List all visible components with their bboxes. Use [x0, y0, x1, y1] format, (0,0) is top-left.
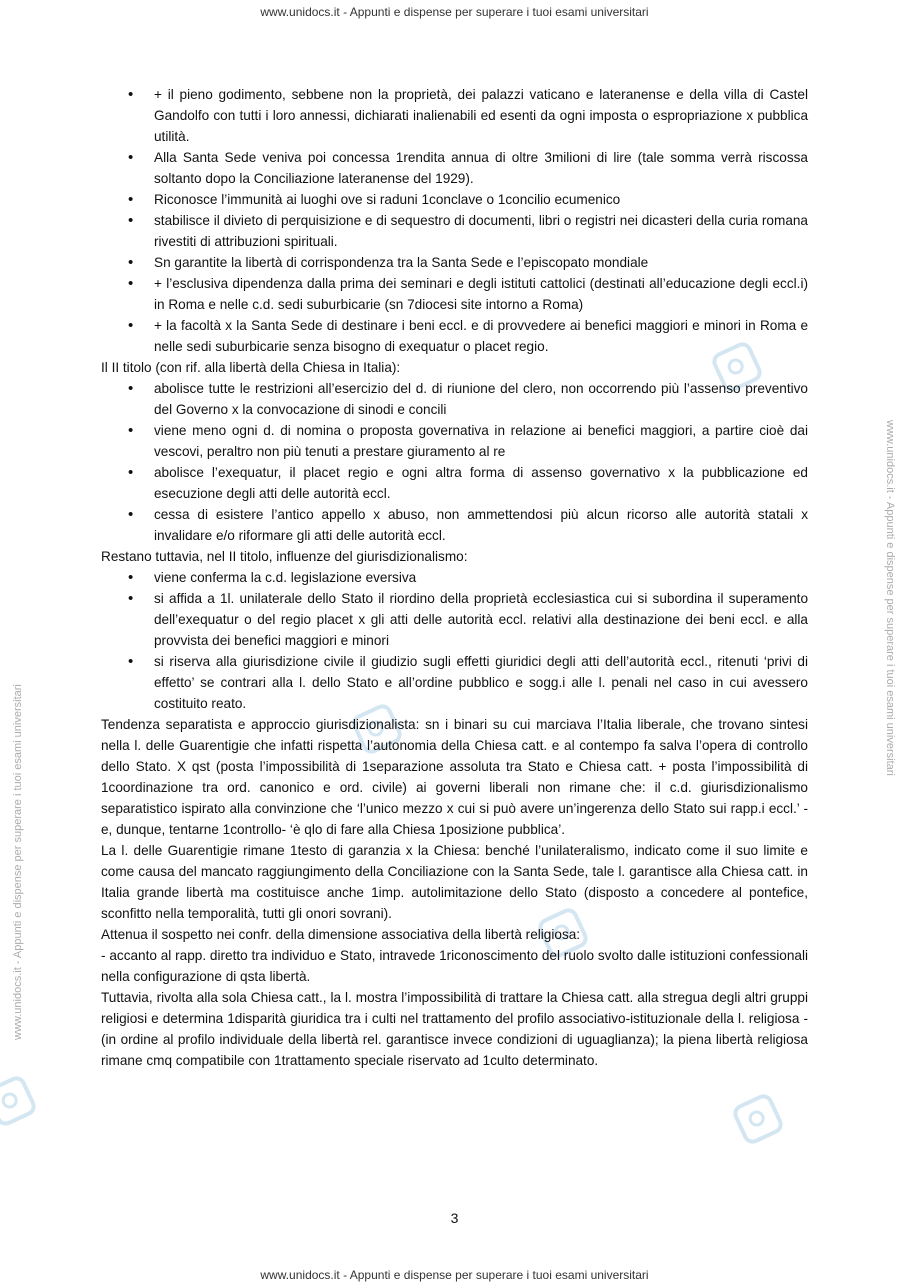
footer-watermark: www.unidocs.it - Appunti e dispense per superare i tuoi esami universitari	[260, 1268, 649, 1282]
list-item: • + il pieno godimento, sebbene non la proprietà, dei palazzi vaticano e lateranense e della villa di Castel Gandolfo con tutti i loro annessi, dichiarati inalienabili ed esenti da ogni imposta o espropriazione x pubblica utilità.	[101, 84, 808, 147]
paragraph-restano: Restano tuttavia, nel II titolo, influenze del giurisdizionalismo:	[101, 549, 468, 564]
list-item: • + l’esclusiva dipendenza dalla prima dei seminari e degli istituti cattolici (destinati all’educazione degli eccl.i) in Roma e nelle c.d. sedi suburbicarie (sn 7diocesi site intorno a Roma)	[101, 273, 808, 315]
paragraph: Tuttavia, rivolta alla sola Chiesa catt., la l. mostra l’impossibilità di trattare la Chiesa catt. alla stregua degli altri gruppi religiosi e determina 1disparità giuridica tra i culti nel trattamento del profilo associativo-istituzionale della l. religiosa -(in ordine al profilo individuale della libertà rel. garantisce invece condizioni di uguaglianza); la piena libertà religiosa rimane cmq compatibile con 1trattamento speciale riservato ad 1culto determinato.	[101, 990, 808, 1068]
list-item: • viene meno ogni d. di nomina o proposta governativa in relazione ai benefici maggiori, a partire cioè dai vescovi, peraltro non più tenuti a prestare giuramento al re	[101, 420, 808, 462]
list-item: • viene conferma la c.d. legislazione eversiva	[101, 567, 808, 588]
list-item: • abolisce tutte le restrizioni all’esercizio del d. di riunione del clero, non occorrendo più l’assenso preventivo del Governo x la convocazione di sinodi e concili	[101, 378, 808, 420]
watermark-logo-icon	[730, 1091, 786, 1147]
paragraph: - accanto al rapp. diretto tra individuo e Stato, intravede 1riconoscimento del ruolo svolto dalle istituzioni confessionali nella configurazione di qsta libertà.	[101, 948, 808, 984]
list-item: • + la facoltà x la Santa Sede di destinare i beni eccl. e di provvedere ai benefici maggiori e minori in Roma e nelle sedi suburbicarie senza bisogno di exequatur o placet regio.	[101, 315, 808, 357]
side-watermark-right: www.unidocs.it - Appunti e dispense per superare i tuoi esami universitari	[884, 420, 896, 776]
list-item: • Sn garantite la libertà di corrispondenza tra la Santa Sede e l’episcopato mondiale	[101, 252, 808, 273]
list-item: • stabilisce il divieto di perquisizione e di sequestro di documenti, libri o registri nei dicasteri della curia romana rivestiti di attribuzioni spirituali.	[101, 210, 808, 252]
paragraph: Tendenza separatista e approccio giurisdizionalista: sn i binari su cui marciava l’Italia liberale, che trovano sintesi nella l. delle Guarentigie che infatti rispetta l’autonomia della Chiesa catt. e al contempo fa salva l’opera di controllo dello Stato. X qst (posta l’impossibilità di 1separazione assoluta tra Stato e Chiesa catt. + posta l’impossibilità di 1coordinazione tra ord. canonico e ord. civile) ai governi liberali non rimane che: il c.d. giurisdizionalismo separatistico ispirato alla convinzione che ‘l’unico mezzo x cui si può avere un’ingerenza dello Stato sui rapp.i eccl.’ -e, dunque, tentarne 1controllo- ‘è qlo di fare alla Chiesa 1posizione pubblica’.	[101, 717, 808, 837]
header-watermark: www.unidocs.it - Appunti e dispense per superare i tuoi esami universitari	[260, 5, 649, 19]
paragraph: Attenua il sospetto nei confr. della dimensione associativa della libertà religiosa:	[101, 927, 581, 942]
paragraph-titolo-ii: Il II titolo (con rif. alla libertà della Chiesa in Italia):	[101, 360, 401, 375]
document-body	[101, 84, 808, 1071]
list-item: • Alla Santa Sede veniva poi concessa 1rendita annua di oltre 3milioni di lire (tale somma verrà riscossa soltanto dopo la Conciliazione lateranense del 1929).	[101, 147, 808, 189]
list-item: • Riconosce l’immunità ai luoghi ove si raduni 1conclave o 1concilio ecumenico	[101, 189, 808, 210]
bullet-list-giurisdizionalismo	[101, 567, 808, 714]
page-number: 3	[450, 1210, 459, 1226]
side-watermark-left: www.unidocs.it - Appunti e dispense per superare i tuoi esami universitari	[12, 684, 24, 1040]
list-item: • cessa di esistere l’antico appello x abuso, non ammettendosi più alcun ricorso alle autorità statali x invalidare e/o riformare gli atti delle autorità eccl.	[101, 504, 808, 546]
bullet-list-liberta	[101, 378, 808, 546]
paragraph: La l. delle Guarentigie rimane 1testo di garanzia x la Chiesa: benché l’unilateralismo, indicato come il suo limite e come causa del mancato raggiungimento della Conciliazione con la Santa Sede, tale l. garantisce alla Chiesa catt. in Italia grande libertà ma costituisce anche 1imp. autolimitazione dello Stato (disposto a concedere al pontefice, sconfitto nella temporalità, tutti gli onori sovrani).	[101, 843, 808, 921]
list-item: • si affida a 1l. unilaterale dello Stato il riordino della proprietà ecclesiastica cui si subordina il superamento dell’exequatur o del regio placet x gli atti delle autorità eccl. relativi alla destinazione dei beni eccl. e alla provvista dei benefici maggiori e minori	[101, 588, 808, 651]
list-item: • abolisce l’exequatur, il placet regio e ogni altra forma di assenso governativo x la pubblicazione ed esecuzione degli atti delle autorità eccl.	[101, 462, 808, 504]
watermark-logo-icon	[0, 1073, 39, 1129]
bullet-list-guarentigie	[101, 84, 808, 357]
list-item: • si riserva alla giurisdizione civile il giudizio sugli effetti giuridici degli atti dell’autorità eccl., ritenuti ‘privi di effetto’ se contrari alla l. dello Stato e all’ordine pubblico e sogg.i alle l. penali nel caso in cui avessero costituito reato.	[101, 651, 808, 714]
